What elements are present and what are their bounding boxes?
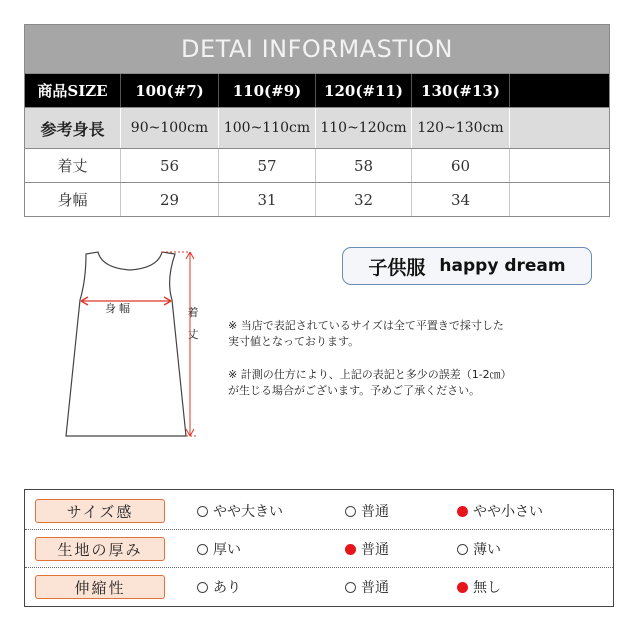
rating-option <box>457 537 501 561</box>
header-cell: 120(#11) <box>316 74 412 107</box>
table-row <box>25 148 609 182</box>
option-label: あり <box>213 580 241 596</box>
option-label: 普通 <box>361 504 389 520</box>
table-cell: 90~100cm <box>121 108 219 148</box>
note-line: 実寸値となっております。 <box>228 335 360 348</box>
table-cell: 100~110cm <box>219 108 316 148</box>
brand-badge <box>342 247 592 285</box>
table-cell: 110~120cm <box>316 108 412 148</box>
radio-icon <box>345 506 356 517</box>
table-cell: 60 <box>412 149 510 182</box>
header-cell: 商品SIZE <box>25 74 121 107</box>
rating-option <box>345 499 389 523</box>
row-label: 着丈 <box>25 149 121 182</box>
note-line: ※ 当店で表記されているサイズは全て平置きで採寸した <box>228 319 504 332</box>
table-cell: 31 <box>219 183 316 216</box>
rating-option-selected <box>457 575 501 599</box>
note-line: が生じる場合がございます。予めご了承ください。 <box>228 384 481 397</box>
table-cell: 57 <box>219 149 316 182</box>
note-measurement-method <box>228 318 628 350</box>
table-title: DETAI INFORMASTION <box>25 25 609 73</box>
option-label: 普通 <box>361 542 389 558</box>
radio-icon <box>345 582 356 593</box>
radio-icon <box>457 544 468 555</box>
rating-option <box>197 499 283 523</box>
radio-selected-icon <box>457 582 468 593</box>
dotted-divider <box>25 567 613 568</box>
option-label: やや小さい <box>473 504 543 520</box>
option-label: 普通 <box>361 580 389 596</box>
brand-name-jp: 子供服 <box>368 256 426 279</box>
table-row <box>25 107 609 148</box>
width-label: 身幅 <box>105 302 133 315</box>
radio-icon <box>197 582 208 593</box>
dotted-divider <box>25 529 613 530</box>
table-cell: 58 <box>316 149 412 182</box>
size-table <box>24 24 610 217</box>
rating-option-selected <box>345 537 389 561</box>
table-cell: 120~130cm <box>412 108 510 148</box>
rating-option <box>197 575 241 599</box>
table-cell: 56 <box>121 149 219 182</box>
rating-option <box>345 575 389 599</box>
option-label: 厚い <box>213 542 241 558</box>
row-label: 身幅 <box>25 183 121 216</box>
header-cell: 130(#13) <box>412 74 510 107</box>
table-cell: 34 <box>412 183 510 216</box>
rating-label: 伸縮性 <box>35 575 165 599</box>
rating-row-size <box>25 495 613 527</box>
header-cell: 100(#7) <box>121 74 219 107</box>
table-cell <box>510 108 609 148</box>
table-header-row <box>25 73 609 107</box>
radio-selected-icon <box>457 506 468 517</box>
rating-label: サイズ感 <box>35 499 165 523</box>
row-label: 参考身長 <box>25 108 121 148</box>
radio-icon <box>197 506 208 517</box>
header-cell <box>510 74 609 107</box>
rating-option <box>197 537 241 561</box>
table-cell: 29 <box>121 183 219 216</box>
table-cell <box>510 183 609 216</box>
brand-name-en: happy dream <box>439 256 566 276</box>
table-cell <box>510 149 609 182</box>
length-label-top: 着 <box>187 306 199 319</box>
rating-row-stretch <box>25 571 613 603</box>
option-label: 無し <box>473 580 501 596</box>
radio-selected-icon <box>345 544 356 555</box>
note-measurement-error <box>228 367 628 399</box>
note-line: ※ 計測の仕方により、上記の表記と多少の誤差（1-2㎝） <box>228 368 512 381</box>
fit-rating-panel <box>24 489 614 607</box>
option-label: 薄い <box>473 542 501 558</box>
table-row <box>25 182 609 216</box>
dress-measurement-diagram <box>54 238 214 443</box>
header-cell: 110(#9) <box>219 74 316 107</box>
rating-option-selected <box>457 499 543 523</box>
length-label-bottom: 丈 <box>187 328 199 341</box>
radio-icon <box>197 544 208 555</box>
rating-label: 生地の厚み <box>35 537 165 561</box>
option-label: やや大きい <box>213 504 283 520</box>
table-cell: 32 <box>316 183 412 216</box>
rating-row-thickness <box>25 533 613 565</box>
